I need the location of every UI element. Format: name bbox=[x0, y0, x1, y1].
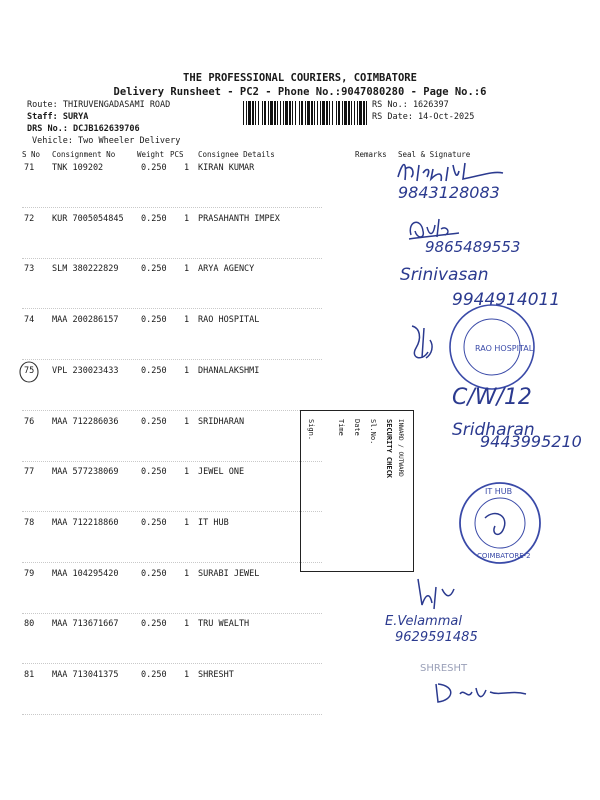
handwritten-note-75: C/W/12 bbox=[452, 385, 532, 410]
cell-sno: 79 bbox=[24, 568, 35, 579]
signature-81 bbox=[430, 678, 540, 708]
runsheet-title: Delivery Runsheet - PC2 - Phone No.:9047080280 - Page No.:6 bbox=[113, 86, 487, 98]
barcode-bar bbox=[258, 101, 259, 125]
cell-consignee: JEWEL ONE bbox=[198, 467, 245, 478]
barcode-bar bbox=[277, 101, 278, 125]
barcode-bar bbox=[326, 101, 328, 125]
stamp-sign: Sign. bbox=[307, 419, 315, 441]
barcode-bar bbox=[252, 101, 254, 125]
it-hub-stamp-bottom: COIMBATORE-2 bbox=[477, 552, 531, 560]
cell-weight: 0.250 bbox=[141, 568, 167, 579]
shresht-stamp: SHRESHT bbox=[420, 663, 468, 674]
handwritten-name-80: E.Velammal bbox=[385, 614, 462, 629]
cell-sno: 76 bbox=[24, 416, 35, 427]
cell-pcs: 1 bbox=[184, 315, 190, 326]
barcode-bar bbox=[280, 101, 281, 125]
barcode-bar bbox=[307, 101, 310, 125]
handwritten-name-76: Sridharan bbox=[452, 420, 535, 440]
cell-consignee: TRU WEALTH bbox=[198, 619, 250, 630]
cell-sno: 72 bbox=[24, 213, 35, 224]
cell-weight: 0.250 bbox=[141, 517, 167, 528]
barcode-bar bbox=[285, 101, 288, 125]
handwritten-phone-76: 9443995210 bbox=[480, 432, 582, 451]
barcode-bar bbox=[292, 101, 293, 125]
cell-weight: 0.250 bbox=[141, 670, 167, 680]
stamp-title: SECURITY CHECK bbox=[385, 419, 393, 479]
row-divider bbox=[22, 258, 322, 259]
cell-sno: 75 bbox=[24, 365, 35, 376]
cell-consignment: MAA 713671667 bbox=[52, 619, 119, 630]
barcode bbox=[243, 101, 368, 125]
row-divider bbox=[22, 562, 322, 563]
cell-pcs: 1 bbox=[184, 264, 190, 275]
barcode-bar bbox=[332, 101, 333, 125]
cell-consignment: MAA 712286036 bbox=[52, 416, 119, 427]
cell-consignment: MAA 712218860 bbox=[52, 517, 119, 528]
barcode-bar bbox=[289, 101, 291, 125]
barcode-bar bbox=[314, 101, 315, 125]
barcode-bar bbox=[299, 101, 300, 125]
barcode-bar bbox=[348, 101, 350, 125]
cell-pcs: 1 bbox=[184, 568, 190, 579]
barcode-bar bbox=[311, 101, 313, 125]
barcode-bar bbox=[320, 101, 321, 125]
route: Route: THIRUVENGADASAMI ROAD bbox=[27, 100, 171, 110]
barcode-bar bbox=[338, 101, 340, 125]
vehicle: Vehicle: Two Wheeler Delivery bbox=[32, 136, 181, 146]
row-divider bbox=[22, 359, 322, 360]
barcode-bar bbox=[246, 101, 247, 125]
col-consignee: Consignee Details bbox=[198, 150, 275, 159]
barcode-bar bbox=[270, 101, 273, 125]
cell-pcs: 1 bbox=[184, 670, 190, 680]
company-name: THE PROFESSIONAL COURIERS, COIMBATORE bbox=[183, 72, 417, 84]
cell-weight: 0.250 bbox=[141, 619, 167, 630]
staff: Staff: SURYA bbox=[27, 112, 89, 122]
signature-79 bbox=[412, 575, 462, 615]
cell-consignee: PRASAHANTH IMPEX bbox=[198, 213, 280, 224]
barcode-bar bbox=[359, 101, 362, 125]
barcode-bar bbox=[268, 101, 269, 125]
barcode-bar bbox=[344, 101, 347, 125]
handwritten-name-73: Srinivasan bbox=[400, 265, 489, 285]
row-divider bbox=[22, 410, 322, 411]
cell-weight: 0.250 bbox=[141, 365, 167, 376]
rao-hospital-stamp bbox=[445, 300, 540, 395]
it-hub-stamp-top: IT HUB bbox=[485, 487, 513, 496]
cell-consignee: ARYA AGENCY bbox=[198, 264, 255, 275]
row-divider bbox=[22, 511, 322, 512]
barcode-bar bbox=[336, 101, 337, 125]
cell-sno: 81 bbox=[24, 670, 35, 680]
cell-consignee: SHRESHT bbox=[198, 670, 234, 680]
barcode-bar bbox=[357, 101, 358, 125]
row-divider bbox=[22, 308, 322, 309]
cell-consignee: IT HUB bbox=[198, 517, 229, 528]
barcode-bar bbox=[342, 101, 343, 125]
col-weight: Weight bbox=[137, 150, 165, 159]
rs-date: RS Date: 14-Oct-2025 bbox=[372, 112, 475, 122]
cell-consignment: MAA 713041375 bbox=[52, 670, 119, 680]
barcode-bar bbox=[366, 101, 367, 125]
handwritten-phone-71: 9843128083 bbox=[398, 183, 500, 202]
cell-sno: 73 bbox=[24, 264, 35, 275]
cell-consignment: VPL 230023433 bbox=[52, 365, 119, 376]
row-divider bbox=[22, 714, 322, 715]
cell-consignee: SURABI JEWEL bbox=[198, 568, 260, 579]
cell-pcs: 1 bbox=[184, 163, 190, 173]
cell-consignee: KIRAN KUMAR bbox=[198, 163, 255, 173]
rs-number: RS No.: 1626397 bbox=[372, 100, 449, 110]
cell-consignment: MAA 104295420 bbox=[52, 568, 119, 579]
handwritten-phone-73: 9944914011 bbox=[452, 290, 561, 310]
barcode-bar bbox=[274, 101, 276, 125]
rao-hospital-stamp-text: RAO HOSPITAL bbox=[475, 344, 534, 353]
cell-sno: 74 bbox=[24, 315, 35, 326]
cell-pcs: 1 bbox=[184, 517, 190, 528]
cell-sno: 77 bbox=[24, 467, 35, 478]
handwritten-phone-72: 9865489553 bbox=[425, 238, 521, 256]
row-75-circle-mark bbox=[17, 360, 41, 384]
cell-sno: 71 bbox=[24, 163, 35, 173]
cell-sno: 80 bbox=[24, 619, 35, 630]
col-seal-signature: Seal & Signature bbox=[398, 150, 471, 159]
barcode-bar bbox=[248, 101, 251, 125]
barcode-bar bbox=[354, 101, 355, 125]
cell-consignee: RAO HOSPITAL bbox=[198, 315, 260, 326]
drs-number: DRS No.: DCJB162639706 bbox=[27, 124, 140, 134]
cell-consignment: MAA 200286157 bbox=[52, 315, 119, 326]
cell-weight: 0.250 bbox=[141, 315, 167, 326]
cell-weight: 0.250 bbox=[141, 467, 167, 478]
table-row bbox=[0, 619, 600, 671]
cell-pcs: 1 bbox=[184, 467, 190, 478]
cell-consignment: TNK 109202 bbox=[52, 163, 104, 173]
barcode-bar bbox=[329, 101, 330, 125]
barcode-bar bbox=[243, 101, 244, 125]
handwritten-phone-80: 9629591485 bbox=[395, 630, 478, 645]
barcode-bar bbox=[317, 101, 318, 125]
cell-pcs: 1 bbox=[184, 619, 190, 630]
col-pcs: PCS bbox=[170, 150, 184, 159]
barcode-bar bbox=[305, 101, 306, 125]
cell-pcs: 1 bbox=[184, 365, 190, 376]
col-remarks: Remarks bbox=[355, 150, 387, 159]
cell-consignment: MAA 577238069 bbox=[52, 467, 119, 478]
col-consignment: Consignment No bbox=[52, 150, 116, 159]
table-row bbox=[0, 569, 600, 621]
row-divider bbox=[22, 613, 322, 614]
stamp-date: Date bbox=[353, 419, 361, 436]
row-divider bbox=[22, 207, 322, 208]
row-divider bbox=[22, 461, 322, 462]
barcode-bar bbox=[264, 101, 266, 125]
row-divider bbox=[22, 663, 322, 664]
it-hub-stamp bbox=[455, 478, 545, 568]
cell-weight: 0.250 bbox=[141, 264, 167, 275]
col-sno: S No bbox=[22, 150, 41, 159]
cell-weight: 0.250 bbox=[141, 416, 167, 427]
stamp-slno: Sl.No. bbox=[369, 419, 377, 445]
barcode-bar bbox=[351, 101, 352, 125]
barcode-bar bbox=[255, 101, 256, 125]
barcode-bar bbox=[283, 101, 284, 125]
cell-pcs: 1 bbox=[184, 213, 190, 224]
cell-consignment: SLM 380222829 bbox=[52, 264, 119, 275]
barcode-bar bbox=[295, 101, 296, 125]
barcode-bar bbox=[262, 101, 263, 125]
barcode-bar bbox=[322, 101, 325, 125]
cell-consignee: DHANALAKSHMI bbox=[198, 365, 260, 376]
signature-74 bbox=[402, 318, 442, 368]
security-check-stamp bbox=[300, 410, 414, 572]
barcode-bar bbox=[301, 101, 303, 125]
cell-consignee: SRIDHARAN bbox=[198, 416, 245, 427]
cell-consignment: KUR 7005054845 bbox=[52, 213, 124, 224]
cell-weight: 0.250 bbox=[141, 163, 167, 173]
stamp-subtitle: INWARD / OUTWARD bbox=[397, 419, 404, 477]
cell-weight: 0.250 bbox=[141, 213, 167, 224]
barcode-bar bbox=[363, 101, 365, 125]
stamp-time: Time bbox=[337, 419, 345, 436]
cell-sno: 78 bbox=[24, 517, 35, 528]
cell-pcs: 1 bbox=[184, 416, 190, 427]
